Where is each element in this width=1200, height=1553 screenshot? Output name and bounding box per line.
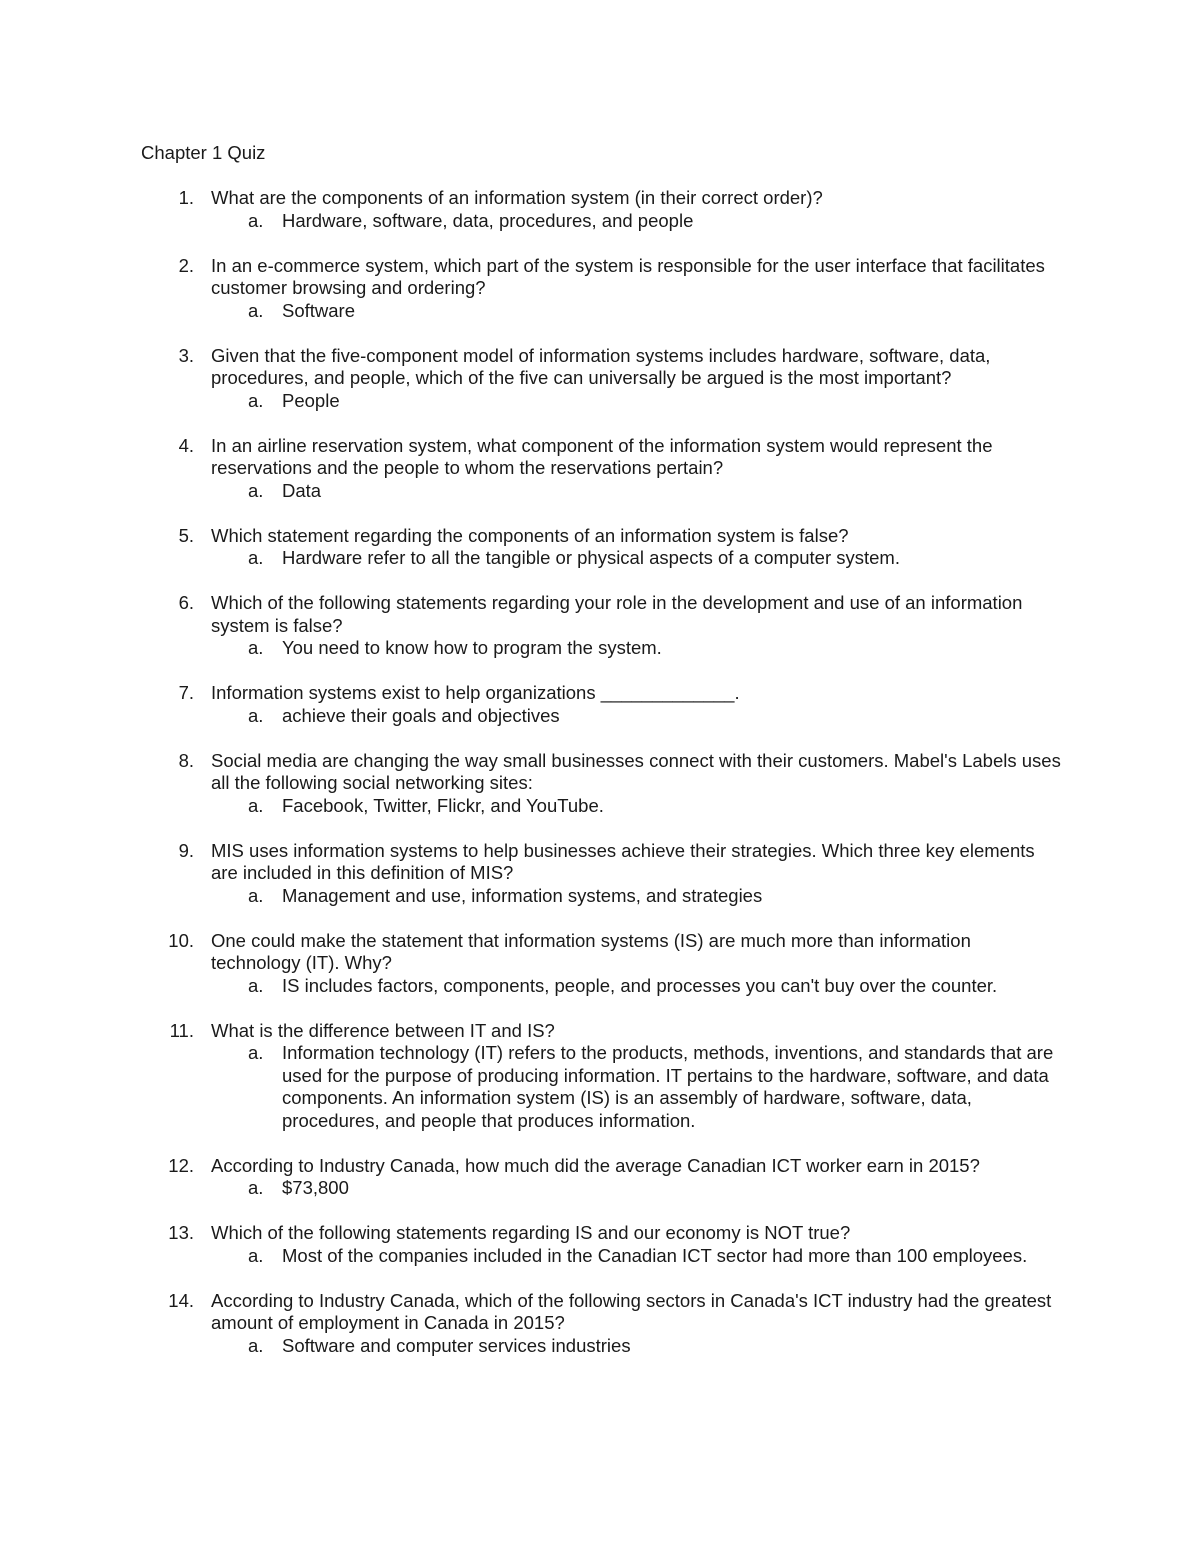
answer-text: IS includes factors, components, people, and processes you can't buy over the counter. [282,974,998,996]
answer-text: Hardware refer to all the tangible or physical aspects of a computer system. [282,547,900,568]
answer-row [0,1177,1200,1200]
question-number: 1. [178,187,194,208]
question-text: Social media are changing the way small businesses connect with their customers. Mabel's Labels uses all the following social networking sites: [211,749,1061,793]
question-text: Which statement regarding the components of an information system is false? [211,524,849,546]
question-text: According to Industry Canada, how much did the average Canadian ICT worker earn in 2015? [211,1154,980,1176]
answer-text: Data [282,479,322,501]
answer-row [0,1335,1200,1358]
question-number: 9. [178,839,194,861]
answer-row [0,390,1200,413]
question-text: Given that the five-component model of information systems includes hardware, software, data, procedures, and people, which of the five can universally be argued is the most important? [211,344,991,388]
answer-row [0,547,1200,570]
answer-text: Most of the companies included in the Canadian ICT sector had more than 100 employees. [282,1244,1028,1266]
question-number: 8. [178,749,194,771]
answer-row [0,210,1200,233]
answer-row [0,480,1200,503]
answer-letter: a. [248,1334,264,1356]
question-item [0,592,1200,660]
answer-letter: a. [248,1177,264,1198]
question-text: MIS uses information systems to help businesses achieve their strategies. Which three key elements are included in this definition of MIS? [211,839,1035,883]
question-item [0,187,1200,232]
answer-row [0,1245,1200,1268]
answer-text: You need to know how to program the system. [282,637,662,658]
answer-letter: a. [248,1244,264,1266]
answer-text: Hardware, software, data, procedures, and people [282,209,694,231]
question-item [0,1020,1200,1133]
answer-letter: a. [248,974,264,996]
question-row [0,1290,1200,1335]
question-number: 6. [178,592,194,613]
question-number: 5. [178,524,194,546]
question-item [0,930,1200,998]
question-row [0,840,1200,885]
answer-text: Software [282,299,356,321]
question-text: Which of the following statements regarding IS and our economy is NOT true? [211,1222,851,1243]
question-number: 12. [168,1154,194,1176]
question-row [0,1222,1200,1245]
question-item [0,435,1200,503]
question-number: 3. [178,344,194,366]
question-item [0,682,1200,727]
answer-letter: a. [248,704,264,726]
answer-text: achieve their goals and objectives [282,704,560,726]
question-row [0,1155,1200,1178]
answer-letter: a. [248,637,264,658]
question-item [0,750,1200,818]
answer-row [0,1042,1200,1132]
answer-text: Management and use, information systems, and strategies [282,884,763,906]
answer-letter: a. [248,479,264,501]
answer-letter: a. [248,299,264,321]
answer-letter: a. [248,884,264,906]
question-row [0,435,1200,480]
page-title: Chapter 1 Quiz [141,142,266,163]
question-number: 2. [178,254,194,276]
question-text: Information systems exist to help organizations _____________. [211,682,740,703]
question-item [0,525,1200,570]
answer-letter: a. [248,209,264,231]
question-number: 14. [168,1289,194,1311]
question-row [0,255,1200,300]
question-text: One could make the statement that information systems (IS) are much more than information technology (IT). Why? [211,929,971,973]
question-item [0,1290,1200,1358]
answer-text: Facebook, Twitter, Flickr, and YouTube. [282,794,604,816]
question-number: 11. [169,1019,194,1041]
question-number: 4. [178,434,194,456]
answer-letter: a. [248,1042,264,1063]
question-row [0,682,1200,705]
question-row [0,187,1200,210]
question-item [0,840,1200,908]
question-number: 13. [168,1222,194,1243]
question-number: 10. [168,929,194,951]
answer-text: People [282,389,340,411]
answer-row [0,705,1200,728]
question-text: What are the components of an information system (in their correct order)? [211,187,823,208]
question-row [0,525,1200,548]
answer-text: Information technology (IT) refers to the products, methods, inventions, and standards that are used for the purpose of producing information. IT pertains to the hardware, software, and data components. An information system (IS) is an assembly of hardware, software, data, procedures, and people that produces information. [282,1042,1054,1131]
answer-row [0,885,1200,908]
question-row [0,1020,1200,1043]
question-text: In an e-commerce system, which part of the system is responsible for the user interface that facilitates customer browsing and ordering? [211,254,1045,298]
answer-row [0,300,1200,323]
question-item [0,1222,1200,1267]
answer-row [0,795,1200,818]
question-row [0,345,1200,390]
question-item [0,1155,1200,1200]
question-list [0,187,1200,1380]
answer-row [0,637,1200,660]
question-text: What is the difference between IT and IS? [211,1019,555,1041]
answer-letter: a. [248,389,264,411]
question-item [0,255,1200,323]
answer-letter: a. [248,547,264,568]
question-text: According to Industry Canada, which of the following sectors in Canada's ICT industry had the greatest amount of employment in Canada in 2015? [211,1289,1052,1333]
answer-row [0,975,1200,998]
question-row [0,592,1200,637]
answer-text: $73,800 [282,1177,349,1198]
question-row [0,750,1200,795]
answer-text: Software and computer services industries [282,1334,631,1356]
question-text: In an airline reservation system, what component of the information system would represent the reservations and the people to whom the reservations pertain? [211,434,993,478]
question-number: 7. [178,682,194,703]
question-row [0,930,1200,975]
question-text: Which of the following statements regarding your role in the development and use of an information system is false? [211,592,1023,636]
question-item [0,345,1200,413]
answer-letter: a. [248,794,264,816]
